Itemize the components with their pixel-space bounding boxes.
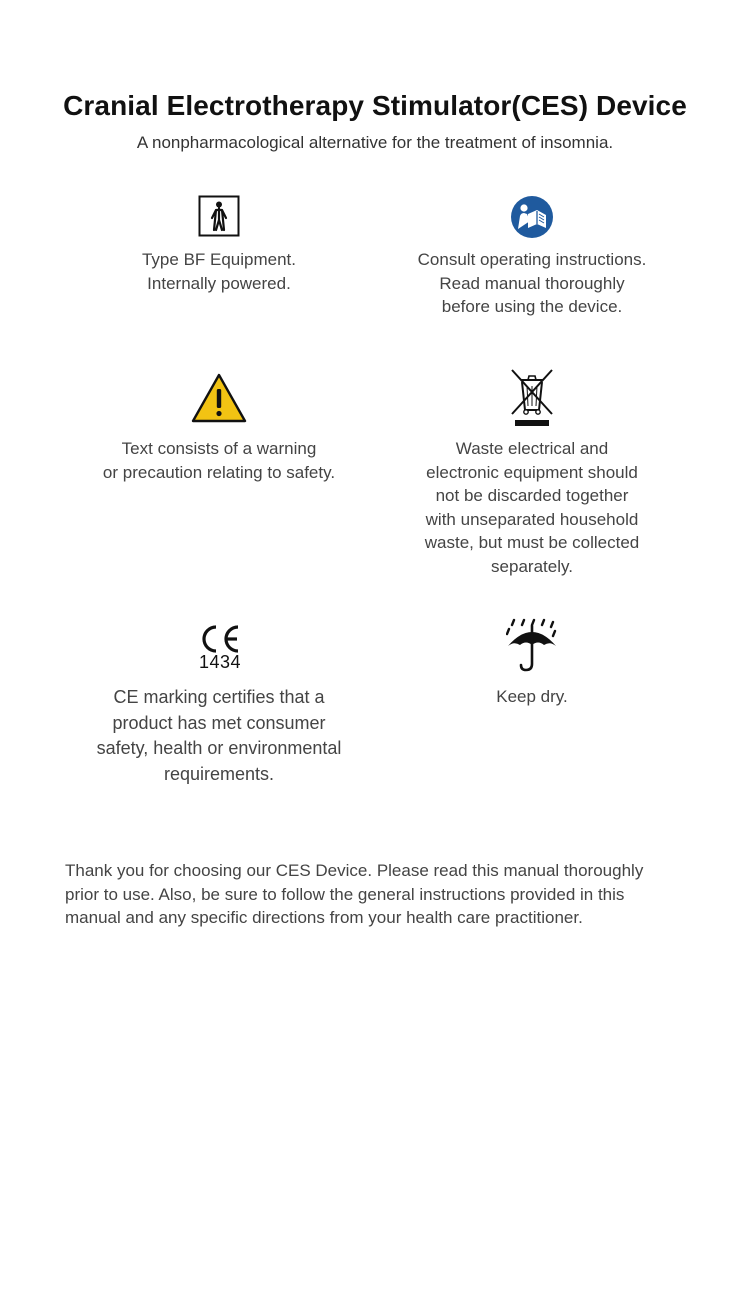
paragraph-line: Thank you for choosing our CES Device. Please read this manual thoroughly bbox=[65, 861, 644, 880]
paragraph-line: prior to use. Also, be sure to follow the general instructions provided in this bbox=[65, 884, 625, 904]
type-bf-icon bbox=[198, 195, 240, 237]
caption-line: Waste electrical and bbox=[455, 439, 609, 458]
keep-dry-icon bbox=[506, 618, 558, 674]
caption-line: or precaution relating to safety. bbox=[102, 462, 336, 482]
ce-caption bbox=[74, 685, 364, 787]
manual-icon bbox=[510, 195, 554, 239]
paragraph-line: manual and any specific directions from your health care practitioner. bbox=[65, 908, 583, 927]
page-subtitle: A nonpharmacological alternative for the treatment of insomnia. bbox=[136, 133, 614, 152]
caption-line: Text consists of a warning bbox=[121, 439, 317, 458]
manual-caption bbox=[392, 248, 672, 319]
weee-bin-icon bbox=[509, 368, 555, 428]
ce-mark-icon bbox=[198, 624, 242, 654]
caption-line: CE marking certifies that a bbox=[113, 687, 325, 707]
warning-caption bbox=[79, 437, 359, 484]
caption-line: Read manual thoroughly bbox=[439, 273, 625, 293]
weee-caption bbox=[392, 437, 672, 578]
caption-line: separately. bbox=[491, 556, 573, 576]
caption-line: requirements. bbox=[163, 763, 275, 784]
keep-dry-caption bbox=[432, 685, 632, 709]
warning-icon bbox=[190, 372, 248, 424]
caption-line: Keep dry. bbox=[496, 687, 568, 706]
type-bf-caption bbox=[99, 248, 339, 295]
caption-line: Type BF Equipment. bbox=[141, 250, 297, 269]
closing-paragraph bbox=[65, 859, 690, 930]
page-title: Cranial Electrotherapy Stimulator(CES) Device bbox=[63, 90, 687, 121]
caption-line: Internally powered. bbox=[147, 273, 291, 293]
caption-line: Consult operating instructions. bbox=[417, 250, 647, 269]
caption-line: electronic equipment should bbox=[426, 462, 638, 482]
caption-line: not be discarded together bbox=[435, 486, 629, 505]
caption-line: safety, health or environmental bbox=[96, 738, 342, 758]
caption-line: waste, but must be collected bbox=[424, 533, 640, 552]
ce-notified-body-number: 1434 bbox=[199, 652, 242, 672]
caption-line: with unseparated household bbox=[425, 509, 639, 529]
caption-line: before using the device. bbox=[441, 297, 623, 316]
caption-line: product has met consumer bbox=[112, 712, 326, 733]
